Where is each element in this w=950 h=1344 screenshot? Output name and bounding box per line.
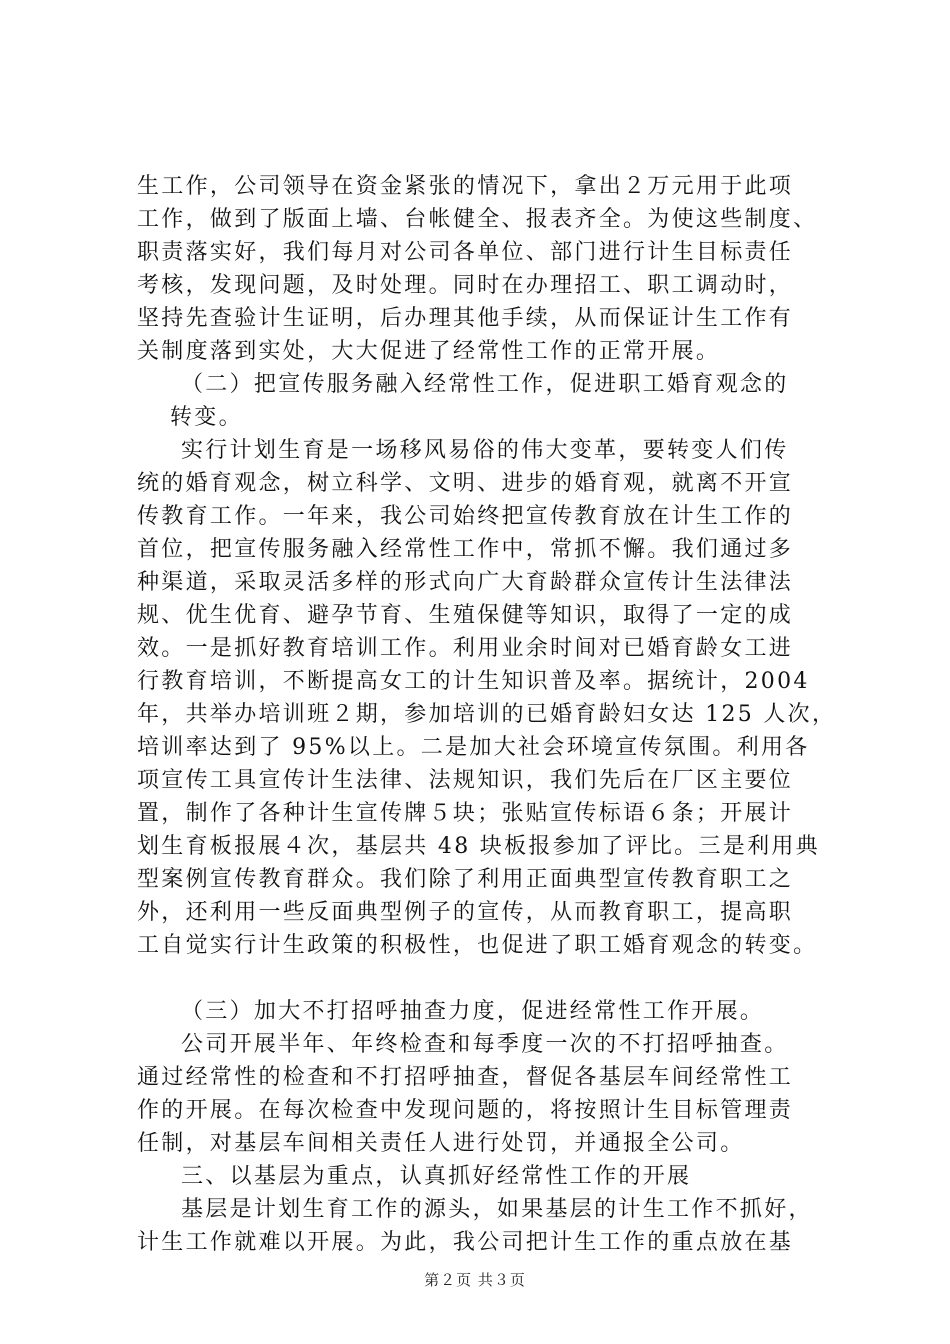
text-line: 考核，发现问题，及时处理。同时在办理招工、职工调动时， [137,273,794,298]
text-line: 年，共举办培训班２期，参加培训的已婚育龄妇女达 125 人次， [137,702,837,727]
text-line: 工作，做到了版面上墙、台帐健全、报表齐全。为使这些制度、 [137,207,818,232]
text-line: 效。一是抓好教育培训工作。利用业余时间对已婚育龄女工进 [137,636,794,661]
section-heading-two: （二）把宣传服务融入经常性工作，促进职工婚育观念的 [181,372,789,397]
section-heading-two-cont: 转变。 [170,405,243,430]
section-heading-three: （三）加大不打招呼抽查力度，促进经常性工作开展。 [181,999,765,1024]
text-line: 培训率达到了 95%以上。二是加大社会环境宣传氛围。利用各 [137,735,810,760]
text-line: 关制度落到实处，大大促进了经常性工作的正常开展。 [137,339,721,364]
text-line: 首位，把宣传服务融入经常性工作中，常抓不懈。我们通过多 [137,537,794,562]
text-line: 划生育板报展４次，基层共 48 块板报参加了评比。三是利用典 [137,834,820,859]
text-line: 种渠道，采取灵活多样的形式向广大育龄群众宣传计生法律法 [137,570,794,595]
text-line: 生工作，公司领导在资金紧张的情况下，拿出２万元用于此项 [137,174,794,199]
text-line: 型案例宣传教育群众。我们除了利用正面典型宣传教育职工之 [137,867,794,892]
text-line: 工自觉实行计生政策的积极性，也促进了职工婚育观念的转变。 [137,933,818,958]
text-line: 通过经常性的检查和不打招呼抽查，督促各基层车间经常性工 [137,1065,794,1090]
text-line: 职责落实好，我们每月对公司各单位、部门进行计生目标责任 [137,240,794,265]
text-line: 项宣传工具宣传计生法律、法规知识，我们先后在厂区主要位 [137,768,794,793]
text-line: 基层是计划生育工作的源头，如果基层的计生工作不抓好， [181,1197,813,1222]
text-line: 外，还利用一些反面典型例子的宣传，从而教育职工，提高职 [137,900,794,925]
text-line: 任制，对基层车间相关责任人进行处罚，并通报全公司。 [137,1131,745,1156]
text-line: 坚持先查验计生证明，后办理其他手续，从而保证计生工作有 [137,306,794,331]
page-number-footer: 第２页 共３页 [424,1271,526,1289]
text-line: 作的开展。在每次检查中发现问题的，将按照计生目标管理责 [137,1098,794,1123]
text-line: 行教育培训，不断提高女工的计生知识普及率。据统计，2004 [137,669,810,694]
document-body [137,170,837,1259]
blank-line [137,962,837,995]
text-line: 实行计划生育是一场移风易俗的伟大变革，要转变人们传 [181,438,789,463]
text-line: 规、优生优育、避孕节育、生殖保健等知识，取得了一定的成 [137,603,794,628]
chapter-heading-three: 三、以基层为重点，认真抓好经常性工作的开展 [181,1164,692,1189]
text-line: 置，制作了各种计生宣传牌５块；张贴宣传标语６条；开展计 [137,801,794,826]
text-line: 统的婚育观念，树立科学、文明、进步的婚育观，就离不开宣 [137,471,794,496]
text-line: 公司开展半年、年终检查和每季度一次的不打招呼抽查。 [181,1032,789,1057]
text-line: 计生工作就难以开展。为此，我公司把计生工作的重点放在基 [137,1230,794,1255]
text-line: 传教育工作。一年来，我公司始终把宣传教育放在计生工作的 [137,504,794,529]
